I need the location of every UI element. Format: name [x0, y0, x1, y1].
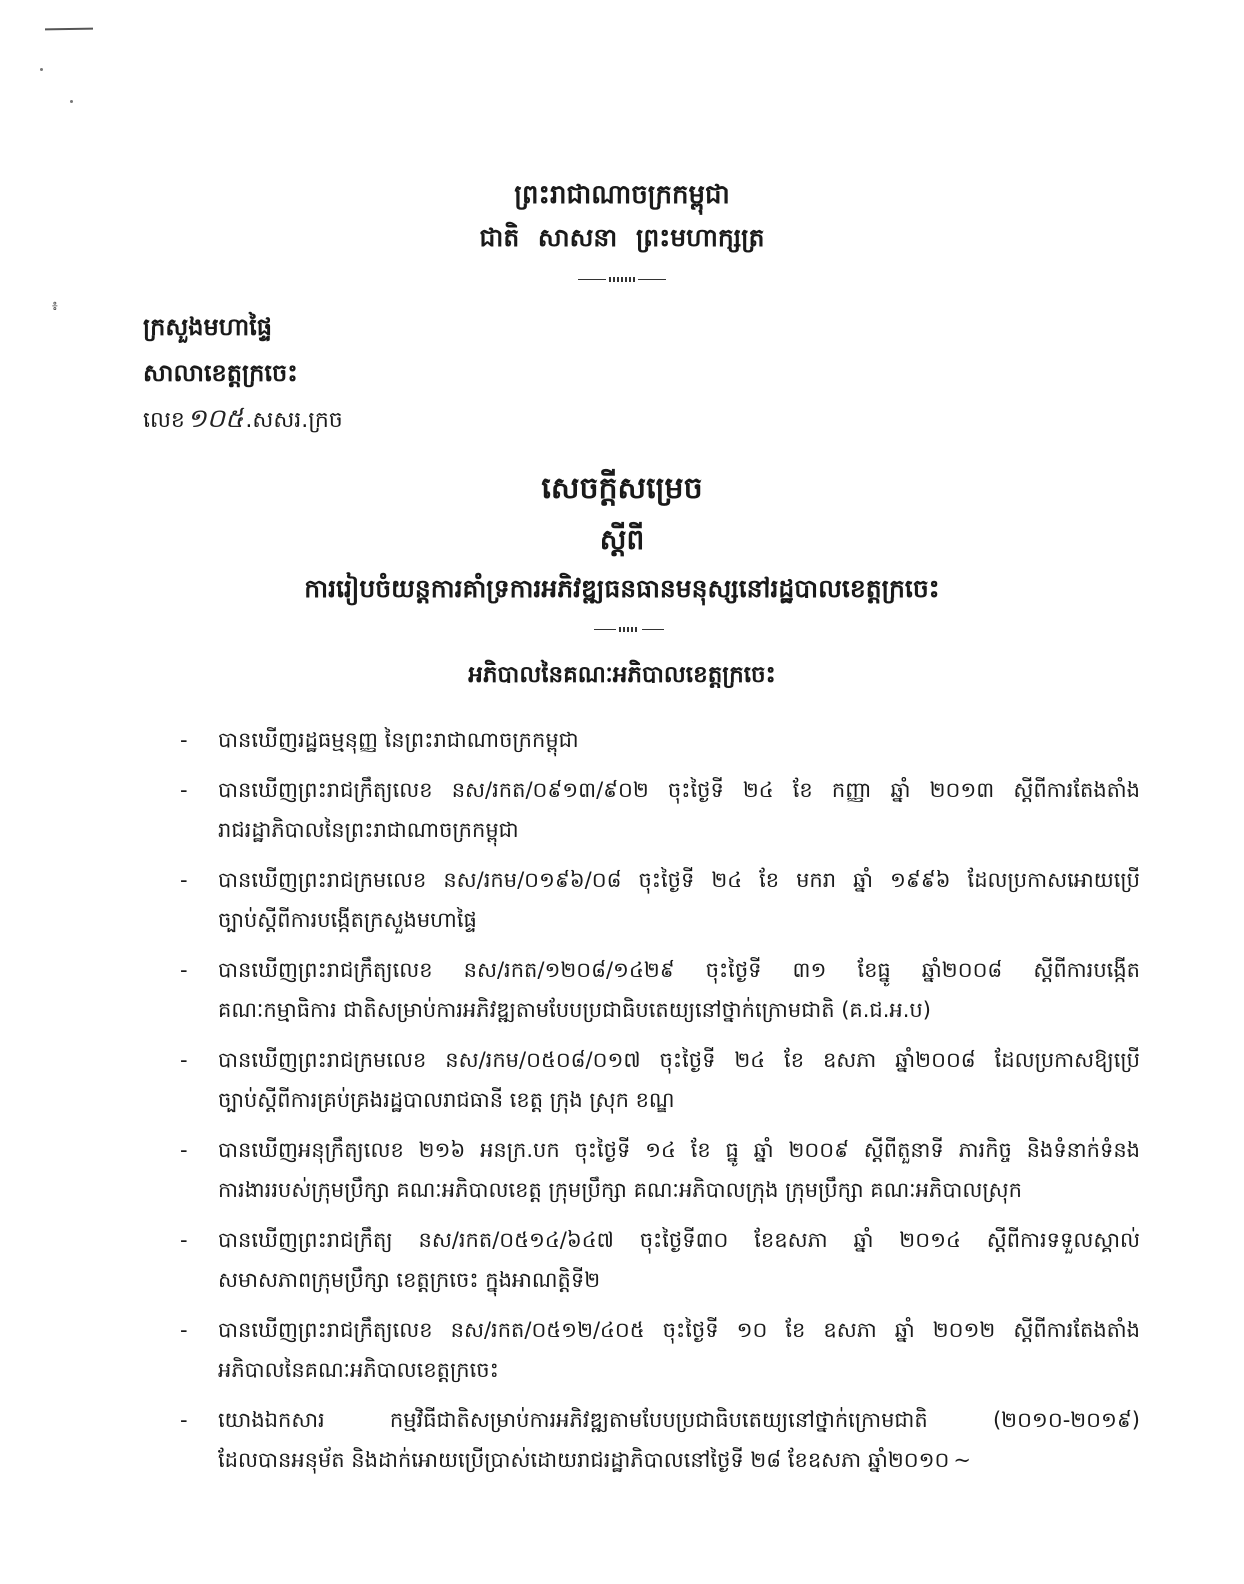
scan-artifact: [70, 100, 73, 103]
list-item-line: បានឃើញព្រះរាជក្រឹត្យ នស/រកត/០៥១៤/៦៤៧ ចុះថ្ងៃទី៣០ ខែឧសភា ឆ្នាំ ២០១៤ ស្ដីពីការទទួលស្គាល់: [218, 1228, 1140, 1252]
list-dash: -: [180, 868, 188, 892]
issuing-authority: អភិបាលនៃគណៈអភិបាលខេត្តក្រចេះ: [468, 662, 776, 688]
list-dash: -: [180, 1228, 188, 1252]
ref-suffix: .សសរ.ក្រច: [245, 408, 343, 433]
list-dash: -: [180, 1138, 188, 1162]
list-item-line: បានឃើញព្រះរាជក្រមលេខ នស/រកម/០៥០៨/០១៧ ចុះថ្ងៃទី ២៤ ខែ ឧសភា ឆ្នាំ២០០៨ ដែលប្រកាសឱ្យប្រើ: [218, 1048, 1140, 1072]
list-item: [180, 1310, 1140, 1390]
list-item-line: បានឃើញព្រះរាជក្រឹត្យលេខ នស/រកត/១២០៨/១៤២៩ ចុះថ្ងៃទី ៣១ ខែធ្នូ ឆ្នាំ២០០៨ ស្ដីពីការបង្កើត: [218, 958, 1140, 982]
list-item: [180, 1130, 1140, 1210]
document-subject: ការរៀបចំយន្តការគាំទ្រការអភិវឌ្ឍធនធានមនុស្សនៅរដ្ឋបាលខេត្តក្រចេះ: [304, 574, 940, 603]
initial-mark: ~: [953, 1448, 971, 1472]
list-dash: -: [180, 778, 188, 802]
list-item-line: បានឃើញព្រះរាជក្រឹត្យលេខ នស/រកត/០៥១២/៤០៥ ចុះថ្ងៃទី ១០ ខែ ឧសភា ឆ្នាំ ២០១២ ស្ដីពីការតែងតាំង: [218, 1318, 1140, 1342]
list-item: [180, 1400, 1140, 1480]
scan-artifact: [40, 68, 43, 71]
preamble-list: [180, 720, 1140, 1490]
list-item-line: បានឃើញអនុក្រឹត្យលេខ ២១៦ អនក្រ.បក ចុះថ្ងៃទី ១៤ ខែ ធ្នូ ឆ្នាំ ២០០៩ ស្ដីពីតួនាទី ភារកិច្ច និងទំនាក់ទំនង: [218, 1138, 1140, 1162]
margin-mark: ៖: [52, 299, 58, 314]
list-item: [180, 860, 1140, 940]
list-item-line: ច្បាប់ស្ដីពីការគ្រប់គ្រងរដ្ឋបាលរាជធានី ខេត្ត ក្រុង ស្រុក ខណ្ឌ: [218, 1088, 675, 1112]
list-item-line: គណៈកម្មាធិការ ជាតិសម្រាប់ការអភិវឌ្ឍតាមបែបប្រជាធិបតេយ្យនៅថ្នាក់ក្រោមជាតិ (គ.ជ.អ.ប): [218, 998, 931, 1022]
list-item-line: បានឃើញព្រះរាជក្រមលេខ នស/រកម/០១៩៦/០៨ ចុះថ្ងៃទី ២៤ ខែ មករា ឆ្នាំ ១៩៩៦ ដែលប្រកាសអោយប្រើ: [218, 868, 1140, 892]
list-dash: -: [180, 1408, 188, 1432]
list-item: [180, 950, 1140, 1030]
ornament-divider: [568, 270, 676, 288]
scan-artifact: [45, 28, 93, 31]
list-dash: -: [180, 958, 188, 982]
list-item-line: យោងឯកសារ កម្មវិធីជាតិសម្រាប់ការអភិវឌ្ឍតាមបែបប្រជាធិបតេយ្យនៅថ្នាក់ក្រោមជាតិ (២០១០-២០១៩): [218, 1408, 1140, 1432]
title-about: ស្ដីពី: [599, 523, 645, 556]
list-item-line: ច្បាប់ស្ដីពីការបង្កើតក្រសួងមហាផ្ទៃ: [218, 908, 477, 932]
ministry-name: ក្រសួងមហាផ្ទៃ: [143, 313, 273, 341]
list-dash: -: [180, 728, 188, 752]
document-title: សេចក្ដីសម្រេច: [541, 471, 703, 506]
list-item: [180, 1220, 1140, 1300]
list-item-line: រាជរដ្ឋាភិបាលនៃព្រះរាជាណាចក្រកម្ពុជា: [218, 818, 519, 842]
list-item-line: [218, 1440, 1140, 1480]
ref-number-handwritten: ១០៥: [186, 404, 244, 434]
list-item: [180, 770, 1140, 850]
province-hall: សាលាខេត្តក្រចេះ: [143, 359, 298, 387]
ref-prefix: លេខ: [143, 408, 185, 433]
list-item-text: ដែលបានអនុម័ត និងដាក់អោយប្រើប្រាស់ដោយរាជរដ្ឋាភិបាលនៅថ្ងៃទី ២៨ ខែឧសភា ឆ្នាំ២០១០: [218, 1448, 950, 1472]
list-item-line: ការងាររបស់ក្រុមប្រឹក្សា គណៈអភិបាលខេត្ត ក្រុមប្រឹក្សា គណៈអភិបាលក្រុង ក្រុមប្រឹក្សា គណៈអភិបាលស្រុក: [218, 1178, 1022, 1202]
list-dash: -: [180, 1318, 188, 1342]
list-item: [180, 720, 1140, 760]
list-item-line: អភិបាលនៃគណៈអភិបាលខេត្តក្រចេះ: [218, 1358, 499, 1382]
list-dash: -: [180, 1048, 188, 1072]
list-item-line: បានឃើញរដ្ឋធម្មនុញ្ញ នៃព្រះរាជាណាចក្រកម្ពុជា: [218, 728, 579, 752]
national-motto: ជាតិ សាសនា ព្រះមហាក្សត្រ: [479, 223, 765, 252]
ornament-divider: [586, 620, 672, 638]
kingdom-heading: ព្រះរាជាណាចក្រកម្ពុជា: [514, 180, 730, 210]
list-item-line: បានឃើញព្រះរាជក្រឹត្យលេខ នស/រកត/០៩១៣/៩០២ ចុះថ្ងៃទី ២៤ ខែ កញ្ញា ឆ្នាំ ២០១៣ ស្ដីពីការតែងតាំង: [218, 778, 1140, 802]
reference-number: [143, 402, 343, 440]
list-item: [180, 1040, 1140, 1120]
list-item-line: សមាសភាពក្រុមប្រឹក្សា ខេត្តក្រចេះ ក្នុងអាណត្តិទី២: [218, 1268, 601, 1292]
